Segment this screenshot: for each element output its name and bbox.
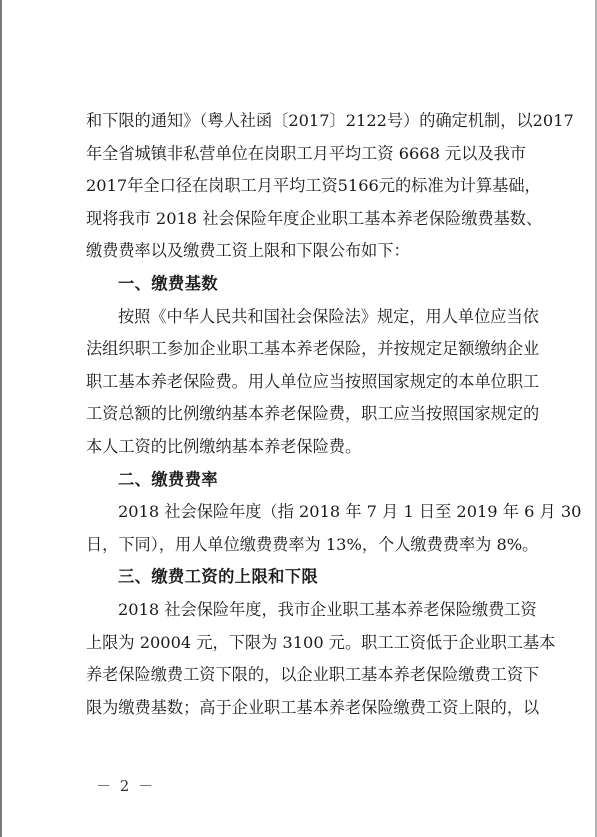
intro-line-4: 现将我市 2018 社会保险年度企业职工基本养老保险缴费基数、 [86, 208, 543, 228]
section-heading-contribution-base: 一、缴费基数 [118, 273, 219, 293]
section3-line-4: 限为缴费基数；高于企业职工基本养老保险缴费工资上限的，以 [86, 697, 540, 717]
intro-line-2: 年全省城镇非私营单位在岗职工月平均工资 6668 元以及我市 [86, 143, 526, 163]
section1-line-2: 法组织职工参加企业职工基本养老保险，并按规定足额缴纳企业 [86, 339, 540, 359]
section2-line-1: 2018 社会保险年度（指 2018 年 7 月 1 日至 2019 年 6 月 30 [118, 502, 582, 522]
intro-line-1: 和下限的通知》（粤人社函〔2017〕2122号）的确定机制，以2017 [86, 111, 574, 130]
section-heading-wage-limits: 三、缴费工资的上限和下限 [118, 567, 319, 587]
section3-line-1: 2018 社会保险年度，我市企业职工基本养老保险缴费工资 [118, 599, 537, 619]
page-number: － 2 － [96, 777, 156, 795]
section1-line-5: 本人工资的比例缴纳基本养老保险费。 [86, 436, 362, 456]
section3-line-2: 上限为 20004 元，下限为 3100 元。职工工资低于企业职工基本 [86, 632, 556, 652]
intro-line-3: 2017年全口径在岗职工月平均工资5166元的标准为计算基础， [86, 176, 541, 196]
section3-line-3: 养老保险缴费工资下限的，以企业职工基本养老保险缴费工资下 [86, 665, 540, 685]
document-body [86, 105, 582, 724]
section1-line-4: 工资总额的比例缴纳基本养老保险费，职工应当按照国家规定的 [86, 404, 540, 424]
intro-line-5: 缴费费率以及缴费工资上限和下限公布如下： [86, 241, 410, 261]
section2-line-2: 日，下同），用人单位缴费费率为 13%，个人缴费费率为 8%。 [86, 534, 539, 554]
section-heading-contribution-rate: 二、缴费费率 [118, 469, 219, 489]
section1-line-1: 按照《中华人民共和国社会保险法》规定，用人单位应当依 [118, 306, 539, 326]
page-edge-left [0, 0, 2, 837]
section1-line-3: 职工基本养老保险费。用人单位应当按照国家规定的本单位职工 [86, 371, 540, 391]
